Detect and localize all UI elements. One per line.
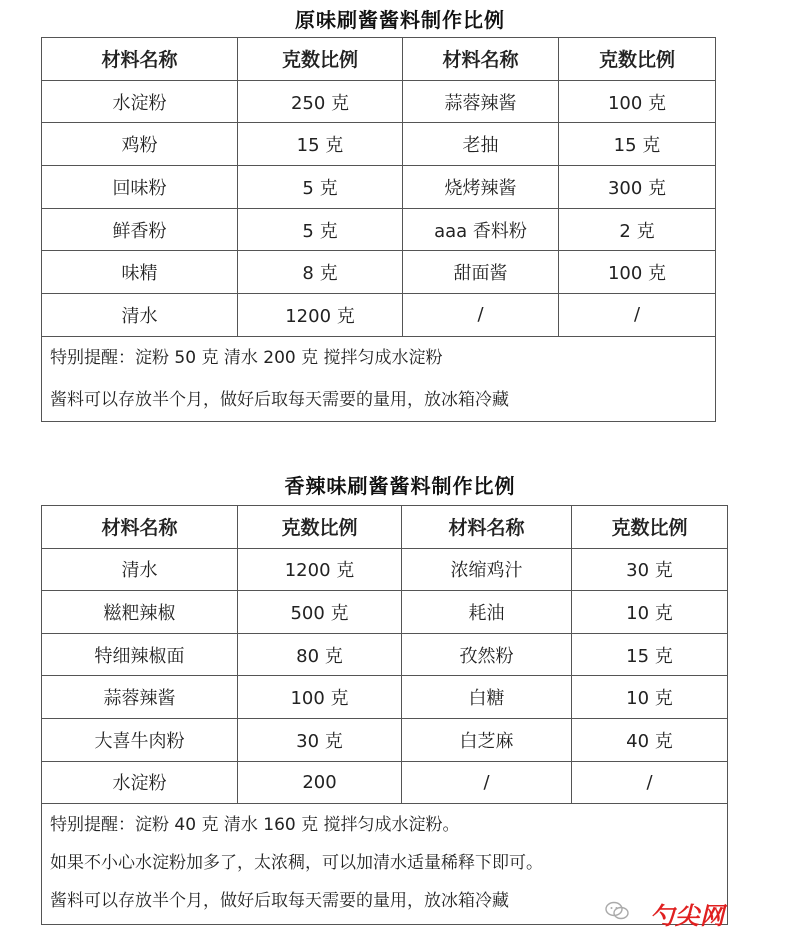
ingredient-amount: 5 克 (238, 208, 403, 251)
storage-note: 酱料可以存放半个月，做好后取每天需要的量用，放冰箱冷藏 (50, 891, 509, 912)
ingredient-name: 蒜蓉辣酱 (42, 676, 238, 719)
ingredient-amount: 1200 克 (238, 294, 403, 337)
ingredient-name: 水淀粉 (42, 761, 238, 804)
ingredient-name: / (403, 294, 559, 337)
ingredient-name: 白芝麻 (402, 718, 572, 761)
recipe-table-original (41, 37, 716, 422)
recipe-table-spicy (41, 505, 728, 925)
table-row (42, 123, 716, 166)
ingredient-amount: 500 克 (238, 591, 402, 634)
ingredient-name: 水淀粉 (42, 80, 238, 123)
table-row (42, 676, 728, 719)
ingredient-amount: 30 克 (238, 718, 402, 761)
column-header: 克数比例 (572, 506, 728, 549)
special-reminder: 特别提醒：淀粉 40 克 清水 160 克 搅拌匀成水淀粉。 (50, 815, 460, 836)
ingredient-name: 回味粉 (42, 166, 238, 209)
notes-row (42, 336, 716, 421)
ingredient-amount: 1200 克 (238, 548, 402, 591)
table-row (42, 633, 728, 676)
ingredient-name: 甜面酱 (403, 251, 559, 294)
notes-cell (42, 336, 716, 421)
ingredient-name: 鸡粉 (42, 123, 238, 166)
ingredient-name: 耗油 (402, 591, 572, 634)
ingredient-amount: 15 克 (559, 123, 716, 166)
table-row (42, 591, 728, 634)
table-row (42, 294, 716, 337)
ingredient-name: 蒜蓉辣酱 (403, 80, 559, 123)
ingredient-amount: / (572, 761, 728, 804)
ingredient-amount: 5 克 (238, 166, 403, 209)
column-header: 克数比例 (559, 38, 716, 81)
site-watermark: 勺尖网 (650, 902, 725, 930)
ingredient-name: 味精 (42, 251, 238, 294)
ingredient-amount: 30 克 (572, 548, 728, 591)
column-header: 材料名称 (42, 38, 238, 81)
dilution-note: 如果不小心水淀粉加多了，太浓稠，可以加清水适量稀释下即可。 (50, 853, 543, 874)
storage-note: 酱料可以存放半个月，做好后取每天需要的量用，放冰箱冷藏 (50, 389, 509, 410)
special-reminder: 特别提醒：淀粉 50 克 清水 200 克 搅拌匀成水淀粉 (50, 347, 443, 368)
ingredient-name: 糍粑辣椒 (42, 591, 238, 634)
ingredient-name: 大喜牛肉粉 (42, 718, 238, 761)
table-row (42, 208, 716, 251)
column-header: 克数比例 (238, 38, 403, 81)
wechat-icon (604, 900, 630, 922)
ingredient-amount: 10 克 (572, 676, 728, 719)
table-header-row (42, 38, 716, 81)
column-header: 材料名称 (403, 38, 559, 81)
table-row (42, 80, 716, 123)
ingredient-amount: / (559, 294, 716, 337)
ingredient-amount: 10 克 (572, 591, 728, 634)
ingredient-name: / (402, 761, 572, 804)
table-header-row (42, 506, 728, 549)
ingredient-name: 孜然粉 (402, 633, 572, 676)
ingredient-amount: 200 (238, 761, 402, 804)
ingredient-amount: 250 克 (238, 80, 403, 123)
column-header: 克数比例 (238, 506, 402, 549)
column-header: 材料名称 (402, 506, 572, 549)
table-row (42, 761, 728, 804)
ingredient-amount: 15 克 (572, 633, 728, 676)
table-row (42, 548, 728, 591)
ingredient-name: 鲜香粉 (42, 208, 238, 251)
ingredient-name: 清水 (42, 294, 238, 337)
ingredient-name: 特细辣椒面 (42, 633, 238, 676)
table2-title: 香辣味刷酱酱料制作比例 (284, 474, 516, 498)
ingredient-name: aaa 香料粉 (403, 208, 559, 251)
ingredient-name: 白糖 (402, 676, 572, 719)
ingredient-amount: 2 克 (559, 208, 716, 251)
ingredient-name: 浓缩鸡汁 (402, 548, 572, 591)
ingredient-amount: 100 克 (559, 80, 716, 123)
ingredient-name: 清水 (42, 548, 238, 591)
table-row (42, 251, 716, 294)
table1-title: 原味刷酱酱料制作比例 (295, 8, 505, 32)
ingredient-name: 老抽 (403, 123, 559, 166)
ingredient-amount: 300 克 (559, 166, 716, 209)
ingredient-amount: 100 克 (238, 676, 402, 719)
ingredient-amount: 100 克 (559, 251, 716, 294)
column-header: 材料名称 (42, 506, 238, 549)
ingredient-amount: 40 克 (572, 718, 728, 761)
ingredient-amount: 15 克 (238, 123, 403, 166)
table-row (42, 166, 716, 209)
ingredient-amount: 80 克 (238, 633, 402, 676)
ingredient-name: 烧烤辣酱 (403, 166, 559, 209)
ingredient-amount: 8 克 (238, 251, 403, 294)
table-row (42, 718, 728, 761)
